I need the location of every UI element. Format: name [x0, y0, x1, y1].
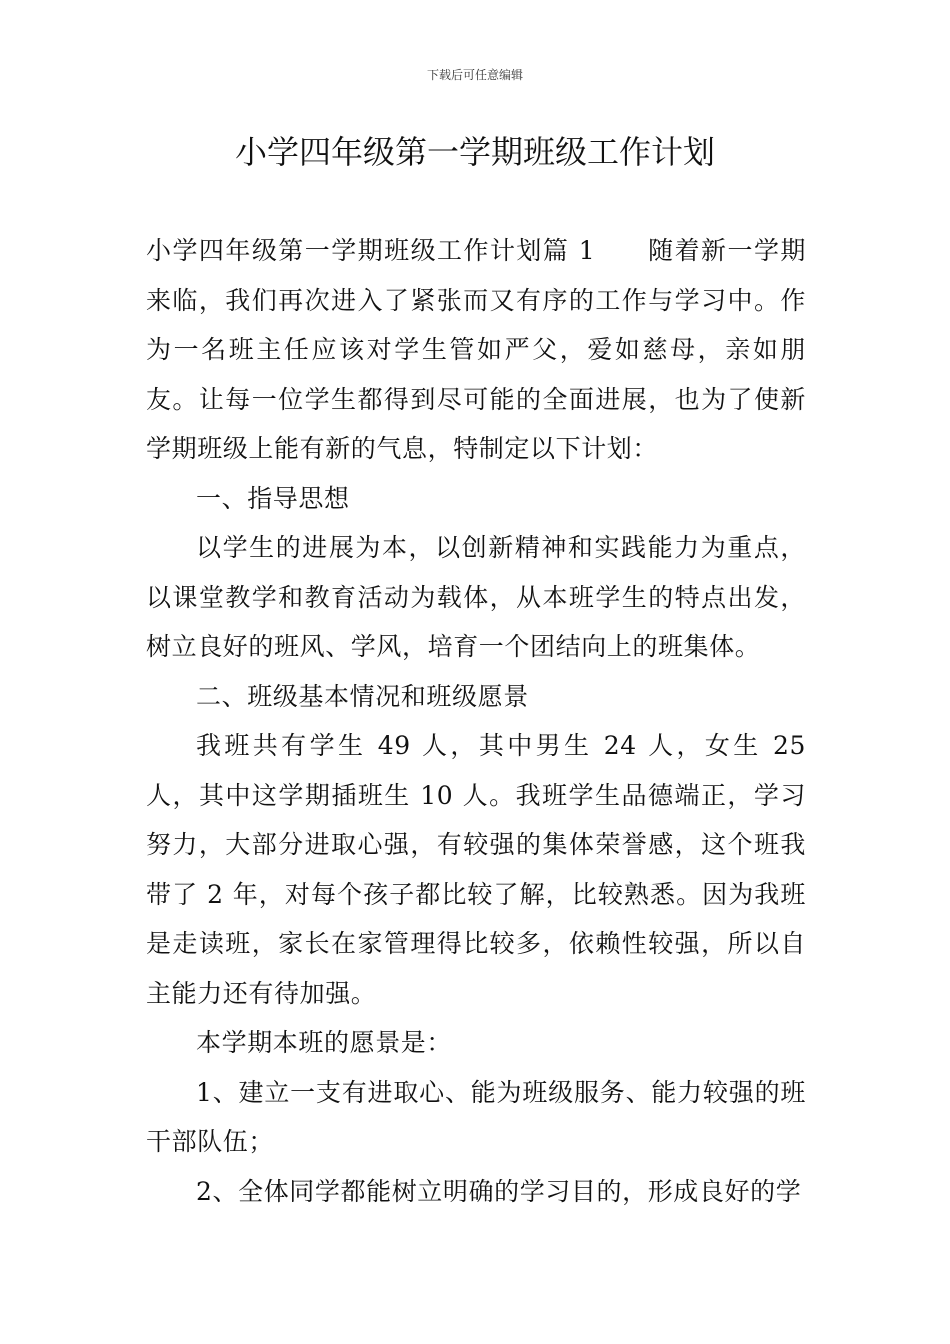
list-item: 2、全体同学都能树立明确的学习目的，形成良好的学: [196, 1176, 802, 1206]
body-paragraph: 以学生的进展为本，以创新精神和实践能力为重点，以课堂教学和教育活动为载体，从本班学生的特点出发，树立良好的班风、学风，培育一个团结向上的班集体。: [146, 533, 806, 661]
section-heading-guiding-thought: 一、指导思想: [196, 483, 350, 513]
body-paragraph: 本学期本班的愿景是：: [196, 1028, 453, 1057]
body-paragraph: 我班共有学生 49 人，其中男生 24 人，女生 25 人，其中这学期插班生 10 人。我班学生品德端正，学习努力，大部分进取心强，有较强的集体荣誉感，这个班我带了 2 年，对每个孩子都比较了解，比较熟悉。因为我班是走读班，家长在家管理得比较多，依赖性较强，所以自主能力还有待加强。: [146, 731, 806, 1008]
intro-paragraph: [146, 226, 806, 474]
intro-lead: 小学四年级第一学期班级工作计划篇 1: [146, 236, 596, 265]
document-body: [146, 226, 806, 1216]
intro-text: 随着新一学期来临，我们再次进入了紧张而又有序的工作与学习中。作为一名班主任应该对学生管如严父，爱如慈母，亲如朋友。让每一位学生都得到尽可能的全面进展，也为了使新学期班级上能有新的气息，特制定以下计划：: [146, 236, 806, 463]
header-note: 下载后可任意编辑: [426, 68, 523, 82]
section-heading-class-situation: 二、班级基本情况和班级愿景: [196, 681, 529, 711]
document-title: 小学四年级第一学期班级工作计划: [234, 133, 715, 171]
list-item: 1、建立一支有进取心、能为班级服务、能力较强的班干部队伍；: [146, 1077, 806, 1156]
